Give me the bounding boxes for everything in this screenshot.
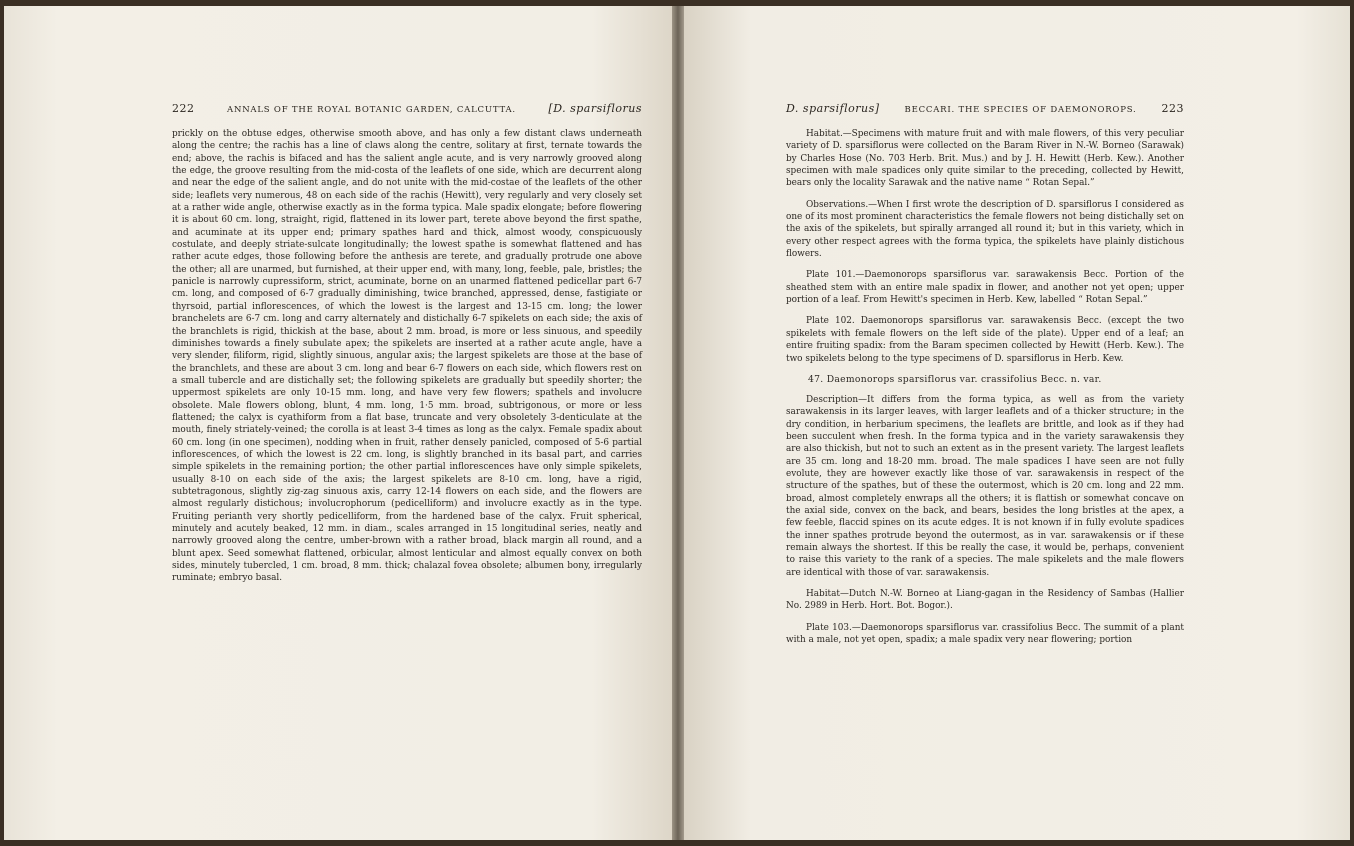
running-head: ANNALS OF THE ROYAL BOTANIC GARDEN, CALCUTTA. [227,105,516,115]
observations-paragraph: Observations.—When I first wrote the description of D. sparsiflorus I considered as one of its most prominent characteristics the female flowers not being distichally set on the axis of the spikelets, but spirally arranged all round it; but in this variety, which in every other respect agrees with the forma typica, the spikelets have plainly distichous flowers. [786,199,1184,260]
species-heading: 47. Daemonorops sparsiflorus var. crassifolius Becc. n. var. [808,373,1102,385]
plate-101-paragraph: Plate 101.—Daemonorops sparsiflorus var. sarawakensis Becc. Portion of the sheathed stem with an entire male spadix in flower, and another not yet open; upper portion of a leaf. From Hewitt's specimen in Herb. Kew, labelled “ Rotan Sepal.” [786,270,1184,306]
section-tag: D. sparsiflorus] [786,102,880,115]
right-page-header [786,102,1184,115]
habitat-paragraph-2: Habitat—Dutch N.-W. Borneo at Liang-gagan in the Residency of Sambas (Hallier No. 2989 in Herb. Hort. Bot. Bogor.). [786,589,1184,612]
description-paragraph: Description—It differs from the forma typica, as well as from the variety sarawakensis in its larger leaves, with larger leaflets and of a thicker structure; in the dry condition, in herbarium specimens, the leaflets are brittle, and look as if they had been succulent when fresh. In the forma typica and in the variety sarawakensis they are also thickish, but not to such an extent as in the present variety. The largest leaflets are 35 cm. long and 18-20 mm. broad. The male spadices I have seen are not fully evolute, they are however exactly like those of var. sarawakensis in respect of the structure of the spathes, but of these the outermost, which is 20 cm. long and 22 mm. broad, almost completely enwraps all the others; it is flattish or somewhat concave on the axial side, convex on the back, and bears, besides the long bristles at the apex, a few feeble, flaccid spines on its acute edges. It is not known if in fully evolute spadices the inner spathes protrude beyond the outermost, as in var. sarawakensis or if these remain always the shortest. If this be really the case, it would be, perhaps, convenient to raise this variety to the rank of a species. The male spikelets and the male flowers are identical with those of var. sarawakensis. [786,394,1184,578]
left-page-header [172,102,642,115]
plate-102-paragraph: Plate 102. Daemonorops sparsiflorus var. sarawakensis Becc. (except the two spikelets with female flowers on the left side of the plate). Upper end of a leaf; an entire fruiting spadix: from the Baram specimen collected by Hewitt (Herb. Kew.). The two spikelets belong to the type specimens of D. sparsiflorus in Herb. Kew. [786,316,1184,364]
page-number: 222 [172,102,195,115]
section-tag: [D. sparsiflorus [548,102,642,115]
page-number: 223 [1161,102,1184,115]
running-head: BECCARI. THE SPECIES OF DAEMONOROPS. [904,105,1137,115]
left-page-body: prickly on the obtuse edges, otherwise smooth above, and has only a few distant claws underneath along the centre; the rachis has a line of claws along the centre, solitary at first, ternate towards the end; above, the rachis is bifaced and has the salient angle acute, and is very narrowly grooved along the edge, the groove resulting from the mid-costa of the leaflets of one side, which are decurrent along and near the edge of the salient angle, and do not unite with the mid-costae of the leaflets of the other side; leaflets very numerous, 48 on each side of the rachis (Hewitt), very regularly and very closely set at a rather wide angle, otherwise exactly as in the forma typica. Male spadix elongate; before flowering it is about 60 cm. long, straight, rigid, flattened in its lower part, terete above beyond the first spathe, and acuminate at its upper end; primary spathes hard and thick, almost woody, conspicuously costulate, and deeply striate-sulcate longitudinally; the lowest spathe is somewhat flattened and has rather acute edges, those following before the anthesis are terete, and gradually protrude one above the other; all are unarmed, but furnished, at their upper end, with many, long, feeble, pale, bristles; the panicle is narrowly cupressiform, strict, acuminate, borne on an unarmed flattened pedicellar part 6-7 cm. long, and composed of 6-7 gradually diminishing, twice branched, appressed, dense, fastigiate or thyrsoid, partial inflorescences, of which the lowest is the largest and 13-15 cm. long; the lower branchelets are 6-7 cm. long and carry alternately and distichally 6-7 spikelets on each side; the axis of the branchlets is rigid, thickish at the base, about 2 mm. broad, is more or less sinuous, and speedily diminishes towards a finely subulate apex; the spikelets are inserted at a rather acute angle, have a very slender, filiform, rigid, slightly sinuous, angular axis; the largest spikelets are those at the base of the branchlets, and these are about 3 cm. long and bear 6-7 flowers on each side, which flowers rest on a small tubercle and are distichally set; the following spikelets are gradually but speedily shorter; the uppermost spikelets are only 10-15 mm. long, and have very few flowers; spathels and involucre obsolete. Male flowers oblong, blunt, 4 mm. long, 1·5 mm. broad, subtrigonous, or more or less flattened; the calyx is cyathiform from a flat base, truncate and very obsoletely 3-denticulate at the mouth, finely striately-veined; the corolla is at least 3-4 times as long as the calyx. Female spadix about 60 cm. long (in one specimen), nodding when in fruit, rather densely panicled, composed of 5-6 partial inflorescences, of which the lowest is 22 cm. long, is slightly branched in its basal part, and carries simple spikelets in the remaining portion; the other partial inflorescences have only simple spikelets, usually 8-10 on each side of the axis; the largest spikelets are 8-10 cm. long, have a rigid, subtetragonous, slightly zig-zag sinuous axis, carry 12-14 flowers on each side, and the flowers are almost regularly distichous; involucrophorum (pedicelliform) and involucre exactly as in the type. Fruiting perianth very shortly pedicelliform, from the hardened base of the calyx. Fruit spherical, minutely and acutely beaked, 12 mm. in diam., scales arranged in 15 longitudinal series, neatly and narrowly grooved along the centre, umber-brown with a rather broad, black margin all round, and a blunt apex. Seed somewhat flattened, orbicular, almost lenticular and almost equally convex on both sides, minutely tubercled, 1 cm. broad, 8 mm. thick; chalazal fovea obsolete; albumen bony, irregularly ruminate; embryo basal. [172,129,642,584]
book-gutter [672,6,684,840]
left-page [4,6,672,840]
plate-103-paragraph: Plate 103.—Daemonorops sparsiflorus var. crassifolius Becc. The summit of a plant with a male, not yet open, spadix; a male spadix very near flowering; portion [786,622,1184,646]
right-page [684,6,1350,840]
habitat-paragraph: Habitat.—Specimens with mature fruit and with male flowers, of this very peculiar variety of D. sparsiflorus were collected on the Baram River in N.-W. Borneo (Sarawak) by Charles Hose (No. 703 Herb. Brit. Mus.) and by J. H. Hewitt (Herb. Kew.). Another specimen with male spadices only quite similar to the preceding, collected by Hewitt, bears only the locality Sarawak and the native name “ Rotan Sepal.” [786,129,1184,189]
